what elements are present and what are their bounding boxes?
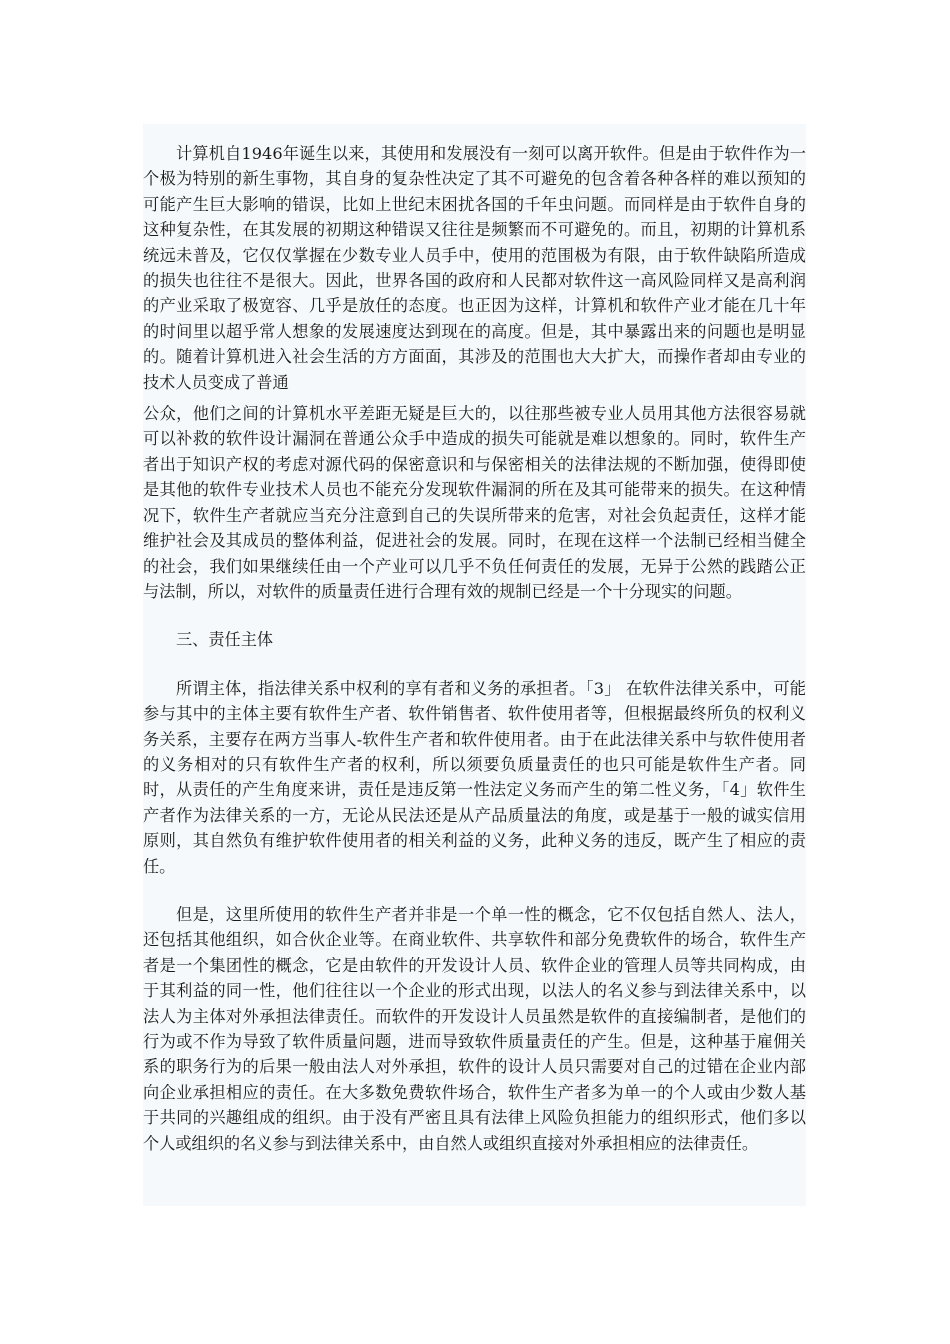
paragraph-subject-definition: 所谓主体，指法律关系中权利的享有者和义务的承担者。「3」 在软件法律关系中，可能参与其中的主体主要有软件生产者、软件销售者、软件使用者等，但根据最终所负的权利义务关系，主要存在两方当事人-软件生产者和软件使用者。由于在此法律关系中与软件使用者的义务相对的只有软件生产者的权利，所以须要负质量责任的也只可能是软件生产者。同时，从责任的产生角度来讲，责任是违反第一性法定义务而产生的第二性义务，「4」软件生产者作为法律关系的一方，无论从民法还是从产品质量法的角度，或是基于一般的诚实信用原则，其自然负有维护软件使用者的相关利益的义务，此种义务的违反，既产生了相应的责任。 bbox=[143, 678, 806, 876]
paragraph-intro: 计算机自1946年诞生以来，其使用和发展没有一刻可以离开软件。但是由于软件作为一个极为特别的新生事物，其自身的复杂性决定了其不可避免的包含着各种各样的难以预知的可能产生巨大影响的错误，比如上世纪末困扰各国的千年虫问题。而同样是由于软件自身的这种复杂性，在其发展的初期这种错误又往往是频繁而不可避免的。而且，初期的计算机系统远未普及，它仅仅掌握在少数专业人员手中，使用的范围极为有限，由于软件缺陷所造成的损失也往往不是很大。因此，世界各国的政府和人民都对软件这一高风险同样又是高利润的产业采取了极宽容、几乎是放任的态度。也正因为这样，计算机和软件产业才能在几十年的时间里以超乎常人想象的发展速度达到现在的高度。但是，其中暴露出来的问题也是明显的。随着计算机进入社会生活的方方面面，其涉及的范围也大大扩大，而操作者却由专业的技术人员变成了普通 bbox=[143, 144, 806, 392]
section-heading: 三、责任主体 bbox=[176, 630, 274, 650]
paragraph-gap bbox=[143, 653, 806, 676]
paragraph-software-producer: 但是，这里所使用的软件生产者并非是一个单一性的概念，它不仅包括自然人、法人，还包括其他组织，如合伙企业等。在商业软件、共享软件和部分免费软件的场合，软件生产者是一个集团性的概念，它是由软件的开发设计人员、软件企业的管理人员等共同构成，由于其利益的同一性，他们往往以一个企业的形式出现，以法人的名义参与到法律关系中，以法人为主体对外承担法律责任。而软件的开发设计人员虽然是软件的直接编制者，是他们的行为或不作为导致了软件质量问题，进而导致软件质量责任的产生。但是，这种基于雇佣关系的职务行为的后果一般由法人对外承担，软件的设计人员只需要对自己的过错在企业内部向企业承担相应的责任。在大多数免费软件场合，软件生产者多为单一的个人或由少数人基于共同的兴趣组成的组织。由于没有严密且具有法律上风险负担能力的组织形式，他们多以个人或组织的名义参与到法律关系中，由自然人或组织直接对外承担相应的法律责任。 bbox=[143, 904, 806, 1153]
paragraph-continuation: 公众，他们之间的计算机水平差距无疑是巨大的，以往那些被专业人员用其他方法很容易就可以补救的软件设计漏洞在普通公众手中造成的损失可能就是难以想象的。同时，软件生产者出于知识产权的考虑对源代码的保密意识和与保密相关的法律法规的不断加强，使得即使是其他的软件专业技术人员也不能充分发现软件漏洞的所在及其可能带来的损失。在这种情况下，软件生产者就应当充分注意到自己的失误所带来的危害，对社会负起责任，这样才能维护社会及其成员的整体利益，促进社会的发展。同时，在现在这样一个法制已经相当健全的社会，我们如果继续任由一个产业可以几乎不负任何责任的发展，无异于公然的践踏公正与法制，所以，对软件的质量责任进行合理有效的规制已经是一个十分现实的问题。 bbox=[143, 404, 806, 601]
paragraph-gap bbox=[143, 879, 806, 902]
paragraph-gap bbox=[143, 604, 806, 627]
document-body bbox=[143, 141, 806, 1156]
